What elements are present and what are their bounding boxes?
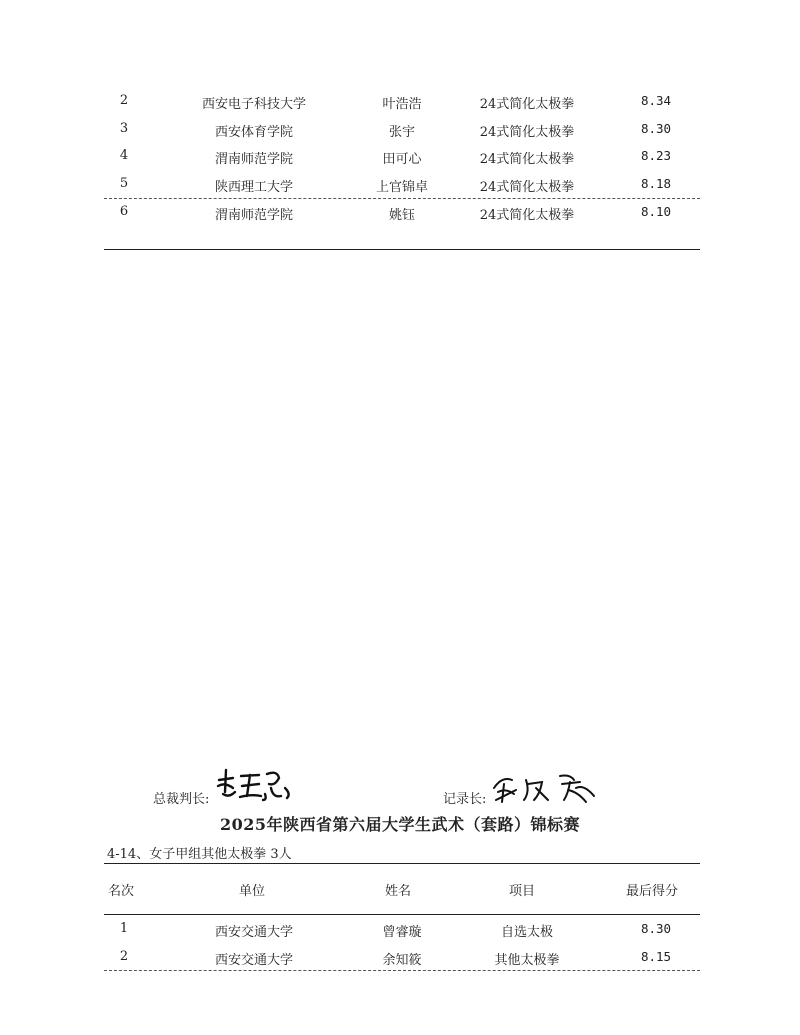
score-cell: 8.34 xyxy=(640,93,672,108)
table-row xyxy=(104,171,700,199)
unit-cell: 西安交通大学 xyxy=(214,925,293,940)
score-cell: 8.23 xyxy=(640,148,672,163)
name-cell: 余知筱 xyxy=(382,952,422,968)
recorder-signature xyxy=(490,770,600,806)
table-row xyxy=(104,143,700,171)
header-unit: 单位 xyxy=(239,884,266,899)
table-row xyxy=(104,944,700,972)
score-cell: 8.18 xyxy=(640,175,672,191)
header-rank: 名次 xyxy=(108,884,135,899)
recorder-label: 记录长: xyxy=(443,792,487,807)
event-cell: 自选太极 xyxy=(500,925,553,940)
rank-cell: 5 xyxy=(119,175,129,191)
rank-cell: 6 xyxy=(119,204,129,219)
header-name: 姓名 xyxy=(385,884,412,899)
name-cell: 田可心 xyxy=(382,152,422,167)
name-cell: 叶浩浩 xyxy=(382,97,422,112)
name-cell: 曾睿璇 xyxy=(382,925,422,940)
group-title: 4-14、女子甲组其他太极拳 3人 xyxy=(107,847,292,862)
event-cell: 24式简化太极拳 xyxy=(479,152,575,167)
score-cell: 8.15 xyxy=(640,948,672,964)
rank-cell: 3 xyxy=(119,120,129,136)
unit-cell: 渭南师范学院 xyxy=(214,208,293,223)
table-row xyxy=(104,916,700,944)
header-event: 项目 xyxy=(509,884,536,899)
unit-cell: 渭南师范学院 xyxy=(214,152,293,167)
table-dashed-rule xyxy=(104,970,700,971)
rank-cell: 4 xyxy=(119,148,129,163)
table-row xyxy=(104,116,700,144)
chief-referee-signature xyxy=(215,766,295,804)
header-score: 最后得分 xyxy=(626,884,679,899)
event-cell: 24式简化太极拳 xyxy=(479,179,575,195)
name-cell: 姚钰 xyxy=(388,208,415,223)
event-cell: 其他太极拳 xyxy=(494,952,560,968)
score-cell: 8.10 xyxy=(640,204,672,219)
table-row xyxy=(104,88,700,116)
score-cell: 8.30 xyxy=(640,921,672,936)
competition-title: 2025年陕西省第六届大学生武术（套路）锦标赛 xyxy=(219,815,581,834)
unit-cell: 西安交通大学 xyxy=(214,952,293,968)
header-rule xyxy=(104,914,700,915)
event-cell: 24式简化太极拳 xyxy=(479,97,575,112)
name-cell: 上官锦卓 xyxy=(375,179,428,195)
table-row xyxy=(104,198,700,227)
unit-cell: 西安电子科技大学 xyxy=(201,97,306,112)
unit-cell: 陕西理工大学 xyxy=(214,179,293,195)
rank-cell: 1 xyxy=(119,921,129,936)
top-results-table xyxy=(104,88,700,227)
score-cell: 8.30 xyxy=(640,120,672,136)
name-cell: 张宇 xyxy=(388,124,415,140)
event-cell: 24式简化太极拳 xyxy=(479,208,575,223)
chief-referee-label: 总裁判长: xyxy=(153,792,210,807)
event-cell: 24式简化太极拳 xyxy=(479,124,575,140)
unit-cell: 西安体育学院 xyxy=(214,124,293,140)
table-header xyxy=(104,880,700,900)
rank-cell: 2 xyxy=(119,93,129,108)
bottom-results-table xyxy=(104,916,700,971)
table-bottom-rule xyxy=(104,249,700,250)
rank-cell: 2 xyxy=(119,948,129,964)
group-rule xyxy=(104,863,700,864)
